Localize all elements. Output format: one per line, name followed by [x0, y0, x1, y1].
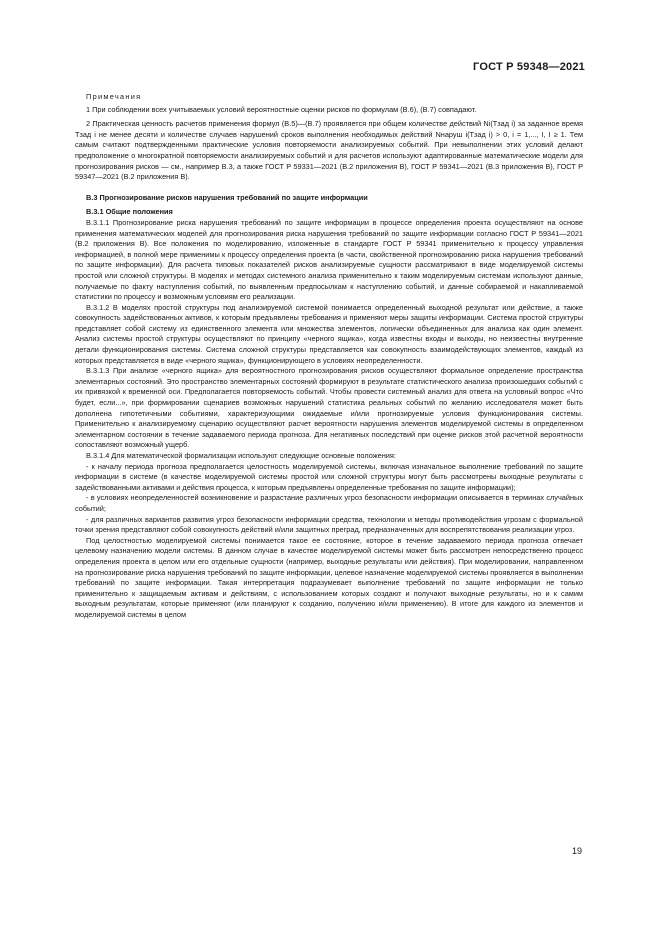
paragraph-b313: В.3.1.3 При анализе «черного ящика» для вероятностного прогнозирования рисков осуществляют формальное определение пространства элементарных состояний. Это пространство элементарных состояний формируют в результате статистического анализа произошедших событий с их привязкой к временной оси. Предполагается повторяемость событий. Чтобы провести системный анализ для ответа на условный вопрос «Что будет, если...», при формировании сценариев возможных нарушений статистика реальных событий по желанию исследователя может быть дополнена гипотетичными событиями, характеризующими ожидаемые и/или прогнозируемые условия функционирования системы. Применительно к анализируемому сценарию осуществляют расчет вероятности нарушения элементов моделируемой системы в определенном элементарном состоянии в течение задаваемого периода прогноза. Для негативных последствий при оценке рисков этой расчетной вероятности сопоставляют возможный ущерб. — [75, 366, 583, 450]
document-code: ГОСТ Р 59348—2021 — [473, 61, 585, 73]
section-heading: В.3 Прогнозирование рисков нарушения требований по защите информации — [86, 192, 368, 202]
subsection-heading: В.3.1 Общие положения — [86, 207, 173, 217]
list-item: - к началу периода прогноза предполагается целостность моделируемой системы, включая изначальное выполнение требований по защите информации в системе (в качестве моделируемой системы простой или сложной структуры могут быть рассмотрены выходные результаты с задействованными активами и действия процесса, к которым предъявлены определенные требования по защите информации); — [75, 461, 583, 492]
page-body — [75, 92, 583, 621]
paragraph-b311: В.3.1.1 Прогнозирование риска нарушения требований по защите информации в процессе определения проекта осуществляют на основе применения математических моделей для прогнозирования риска нарушения требований по защите информации согласно ГОСТ Р 59341—2021 (В.2 приложения В). Все положения по моделированию, изложенные в стандарте ГОСТ Р 59341 применительно к процессу управления информацией, в полной мере применимы к процессу определения проекта (в части, свойственной прогнозированию риска нарушения требований по защите информации). Для расчета типовых показателей рисков анализируемые сущности рассматривают в виде моделируемой системы простой или сложной структуры. В моделях и методах системного анализа применительно к таким моделируемым системам используют данные, получаемые по факту наступления событий, по выявленным предпосылкам к наступлению событий, и данные собираемой и накапливаемой статистики по процессу и возможным условиям его реализации. — [75, 217, 583, 302]
page-number: 19 — [572, 846, 583, 856]
list-item: - в условиях неопределенностей возникновение и разрастание различных угроз безопасности информации описывается в терминах случайных событий; — [75, 493, 583, 513]
notes-title: Примечания — [86, 92, 142, 101]
paragraph-b314: В.3.1.4 Для математической формализации используют следующие основные положения: — [86, 451, 396, 460]
list-item: - для различных вариантов развития угроз безопасности информации средства, технологии и методы противодействия угрозам с формальной точки зрения представляют собой совокупность действий и/или защитных преград, предназначенных для воспрепятствования реализации угроз. — [75, 514, 583, 535]
note-1: 1 При соблюдении всех учитываемых условий вероятностные оценки рисков по формулам (В.6), (В.7) совпадают. — [86, 104, 477, 114]
paragraph-integrity: Под целостностью моделируемой системы понимается такое ее состояние, которое в течение задаваемого периода прогноза отвечает целевому назначению модели системы. В данном случае в качестве моделируемой системы может быть рассмотрен непосредственно процесс определения проекта в целом или его отдельные сущности (например, выходные результаты или действия). При моделировании, направленном на прогнозирование риска нарушения требований по защите информации, целевое назначение моделируемой системы проявляется в выполнении требований по защите информации. Такая интерпретация подразумевает выполнение требований по защите информации не только применительно к защищаемым активам и действиям, с использованием которых создают и получают выходные результаты, но и к самим выходным результатам, которые применяют (или планируют к созданию, получению и/или применению). В итоге для каждого из элементов и моделируемой системы в целом — [75, 535, 583, 619]
note-2: 2 Практическая ценность расчетов применения формул (В.5)—(В.7) проявляется при общем количестве действий Ni(Tзад i) за заданное время Tзад i не менее десяти и количестве случаев нарушений сроков выполнения необходимых действий Nнаруш i(Tзад i) > 0, i = 1,..., I, I ≥ 1. Тем самым считают подтвержденными практические условия повторяемости анализируемых событий. При невыполнении этих условий делают предположение о многократной повторяемости анализируемых событий и для расчетов используют адаптированные математические модели для прогнозирования рисков — см., например В.3, а также ГОСТ Р 59331—2021 (В.2 приложения В), ГОСТ Р 59341—2021 (В.3 приложения В), ГОСТ Р 59347—2021 (В.2 приложения В). — [75, 119, 583, 182]
paragraph-b312: В.3.1.2 В моделях простой структуры под анализируемой системой понимается определенный выходной результат или действие, а также совокупность задействованных активов, к которым предъявлены требования и применяют меры защиты информации. Система простой структуры представляет собой систему из единственного элемента или множества элементов, логически объединенных для анализа как один элемент. Анализ системы простой структуры осуществляют по принципу «черного ящика», когда известны входы и выходы, но неизвестны внутренние детали функционирования системы. Система сложной структуры представляется как совокупность взаимодействующих элементов, каждый из которых представляется в виде «черного ящика», функционирующего в условиях неопределенности. — [75, 302, 583, 365]
